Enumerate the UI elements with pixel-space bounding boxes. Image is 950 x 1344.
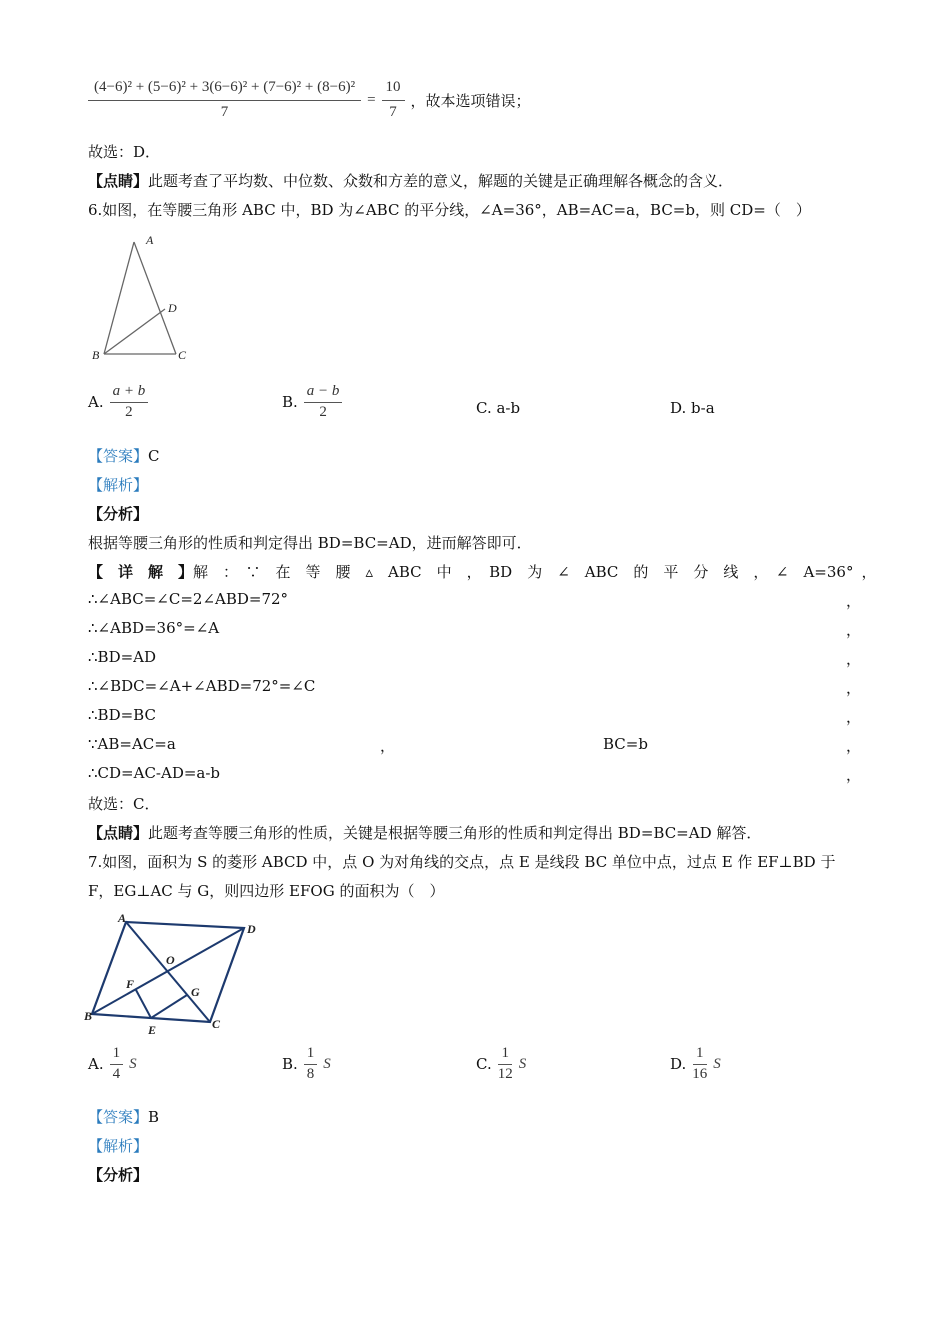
q6-stem: 6.如图，在等腰三角形 ABC 中，BD 为∠ABC 的平分线，∠A=36°，AB=AC=a，BC=b，则 CD=（ ） xyxy=(88,201,811,219)
q6-option-b[interactable] xyxy=(282,384,342,421)
q6-option-a-frac xyxy=(110,384,149,421)
q7-label-a: A xyxy=(118,912,127,925)
variance-result-num: 10 xyxy=(382,80,405,101)
comment5 xyxy=(88,170,733,191)
q6-step-4-comma: ， xyxy=(846,679,862,697)
q6-option-a[interactable] xyxy=(88,384,148,421)
q6-analysis-label: 【解析】 xyxy=(88,476,149,494)
q7-segment-eg xyxy=(151,995,187,1018)
q6-detail-text: 解 ： ∵ 在 等 腰 ▵ ABC 中 ， BD 为 ∠ ABC 的 平 分 线 ， ∠ A=36° xyxy=(193,563,854,581)
q7-option-a-den: 4 xyxy=(112,1065,121,1082)
q7-fenxi-label: 【分析】 xyxy=(88,1166,149,1184)
q6-step-2: ∴∠ABD=36°=∠A xyxy=(88,619,220,637)
q6-detail-label: 【 详 解 】 xyxy=(88,563,194,581)
variance-equals: = xyxy=(367,91,376,108)
q7-segment-ef xyxy=(136,990,151,1018)
q7-label-b: B xyxy=(84,1009,93,1023)
variance-numerator: (4−6)² + (5−6)² + 3(6−6)² + (7−6)² + (8−6)² xyxy=(88,80,361,101)
q7-option-d-frac xyxy=(692,1046,707,1083)
q7-label-d: D xyxy=(247,922,256,936)
q7-option-c-frac xyxy=(498,1046,513,1083)
q6-step-1-comma: ， xyxy=(846,592,862,610)
q6-option-a-den: 2 xyxy=(125,403,133,420)
q7-option-c-num: 1 xyxy=(498,1046,512,1065)
q7-label-o: O xyxy=(166,953,175,967)
q7-label-g: G xyxy=(191,985,200,999)
q7-option-d[interactable] xyxy=(670,1046,721,1083)
q7-stem-line1: 7.如图，面积为 S 的菱形 ABCD 中，点 O 为对角线的交点，点 E 是线段 BC 单位中点，过点 E 作 EF⊥BD 于 xyxy=(88,853,836,871)
q6-step-4: ∴∠BDC=∠A+∠ABD=72°=∠C xyxy=(88,677,316,695)
q7-option-a-num: 1 xyxy=(110,1046,124,1065)
q7-option-c-var: S xyxy=(518,1055,527,1072)
comment5-text: 此题考查了平均数、中位数、众数和方差的意义，解题的关键是正确理解各概念的含义． xyxy=(148,172,734,190)
q7-answer-label: 【答案】 xyxy=(88,1108,149,1126)
q6-option-a-num: a + b xyxy=(110,384,149,403)
q6-step-6-comma: ， xyxy=(846,737,862,755)
q7-option-c[interactable] xyxy=(476,1046,526,1083)
q6-step-3-comma: ， xyxy=(846,650,862,668)
q6-step-6-mid-comma: ， xyxy=(380,737,396,755)
q6-detail-line xyxy=(88,561,877,582)
q6-comment-label: 【点睛】 xyxy=(88,824,149,842)
q6-option-c[interactable]: C. a-b xyxy=(476,399,521,417)
variance-fraction xyxy=(88,80,361,121)
q6-option-b-frac xyxy=(304,384,343,421)
q6-step-7-comma: ， xyxy=(846,766,862,784)
q6-step-1: ∴∠ABC=∠C=2∠ABD=72° xyxy=(88,590,289,608)
q7-option-b[interactable] xyxy=(282,1046,331,1083)
q7-diagonal-bd xyxy=(92,928,244,1014)
q7-option-a-frac xyxy=(110,1046,124,1083)
q7-stem-line2: F，EG⊥AC 与 G，则四边形 EFOG 的面积为（ ） xyxy=(88,882,445,900)
q6-side-ac xyxy=(134,242,176,354)
q6-step-5-comma: ， xyxy=(846,708,862,726)
q6-option-a-letter: A. xyxy=(88,393,104,412)
q6-step-3: ∴BD=AD xyxy=(88,648,157,666)
q6-option-b-den: 2 xyxy=(319,403,327,420)
q7-option-a[interactable] xyxy=(88,1046,137,1083)
q7-label-e: E xyxy=(148,1023,157,1036)
variance-denominator: 7 xyxy=(220,103,229,120)
choose-d: 故选：D． xyxy=(88,143,161,161)
q7-answer-value: B xyxy=(148,1108,160,1126)
q7-option-c-den: 12 xyxy=(497,1065,513,1082)
q6-label-a: A xyxy=(146,233,154,247)
q6-label-c: C xyxy=(178,348,187,362)
q7-option-b-var: S xyxy=(323,1055,331,1072)
q7-option-c-letter: C. xyxy=(476,1055,492,1074)
q7-analysis-label: 【解析】 xyxy=(88,1137,149,1155)
q7-option-b-frac xyxy=(304,1046,318,1083)
q6-comment xyxy=(88,822,761,843)
q7-label-f: F xyxy=(126,977,135,991)
variance-result xyxy=(382,80,405,121)
q7-option-b-letter: B. xyxy=(282,1055,298,1074)
q7-option-d-den: 16 xyxy=(692,1065,708,1082)
variance-tail: ，故本选项错误； xyxy=(410,91,531,110)
q6-option-b-letter: B. xyxy=(282,393,298,412)
q6-bisector-bd xyxy=(104,309,165,354)
q7-option-a-letter: A. xyxy=(88,1055,104,1074)
q6-step-2-comma: ， xyxy=(846,621,862,639)
q6-label-d: D xyxy=(168,301,177,315)
q6-comment-text: 此题考查等腰三角形的性质，关键是根据等腰三角形的性质和判定得出 BD=BC=AD 解答． xyxy=(148,824,762,842)
q7-option-a-var: S xyxy=(129,1055,137,1072)
q6-label-b: B xyxy=(92,348,100,362)
comment5-label: 【点睛】 xyxy=(88,172,149,190)
q6-choose: 故选：C． xyxy=(88,795,160,813)
variance-result-den: 7 xyxy=(389,103,397,120)
q7-label-c: C xyxy=(212,1017,221,1031)
q6-answer xyxy=(88,445,160,466)
variance-formula xyxy=(88,80,531,121)
q7-option-d-var: S xyxy=(713,1055,721,1072)
q6-step-5: ∴BD=BC xyxy=(88,706,156,724)
q6-answer-value: C xyxy=(148,447,160,465)
q6-fenxi-label: 【分析】 xyxy=(88,505,149,523)
q6-option-b-num: a − b xyxy=(304,384,343,403)
q6-step-6-bc: BC=b xyxy=(603,735,648,753)
q6-fenxi-text: 根据等腰三角形的性质和判定得出 BD=BC=AD，进而解答即可． xyxy=(88,534,532,552)
q6-side-ab xyxy=(104,242,134,354)
q6-triangle-figure xyxy=(86,232,196,362)
q7-option-b-den: 8 xyxy=(306,1065,315,1082)
q6-option-d[interactable]: D. b-a xyxy=(670,399,715,417)
q6-detail-comma: ， xyxy=(861,563,877,581)
q7-option-b-num: 1 xyxy=(304,1046,318,1065)
q7-rhombus-figure xyxy=(84,912,264,1036)
q6-answer-label: 【答案】 xyxy=(88,447,149,465)
q7-option-d-num: 1 xyxy=(693,1046,707,1065)
q6-step-6: ∵AB=AC=a xyxy=(88,735,176,753)
q7-option-d-letter: D. xyxy=(670,1055,687,1074)
q6-step-7: ∴CD=AC-AD=a-b xyxy=(88,764,221,782)
q7-answer xyxy=(88,1106,159,1127)
